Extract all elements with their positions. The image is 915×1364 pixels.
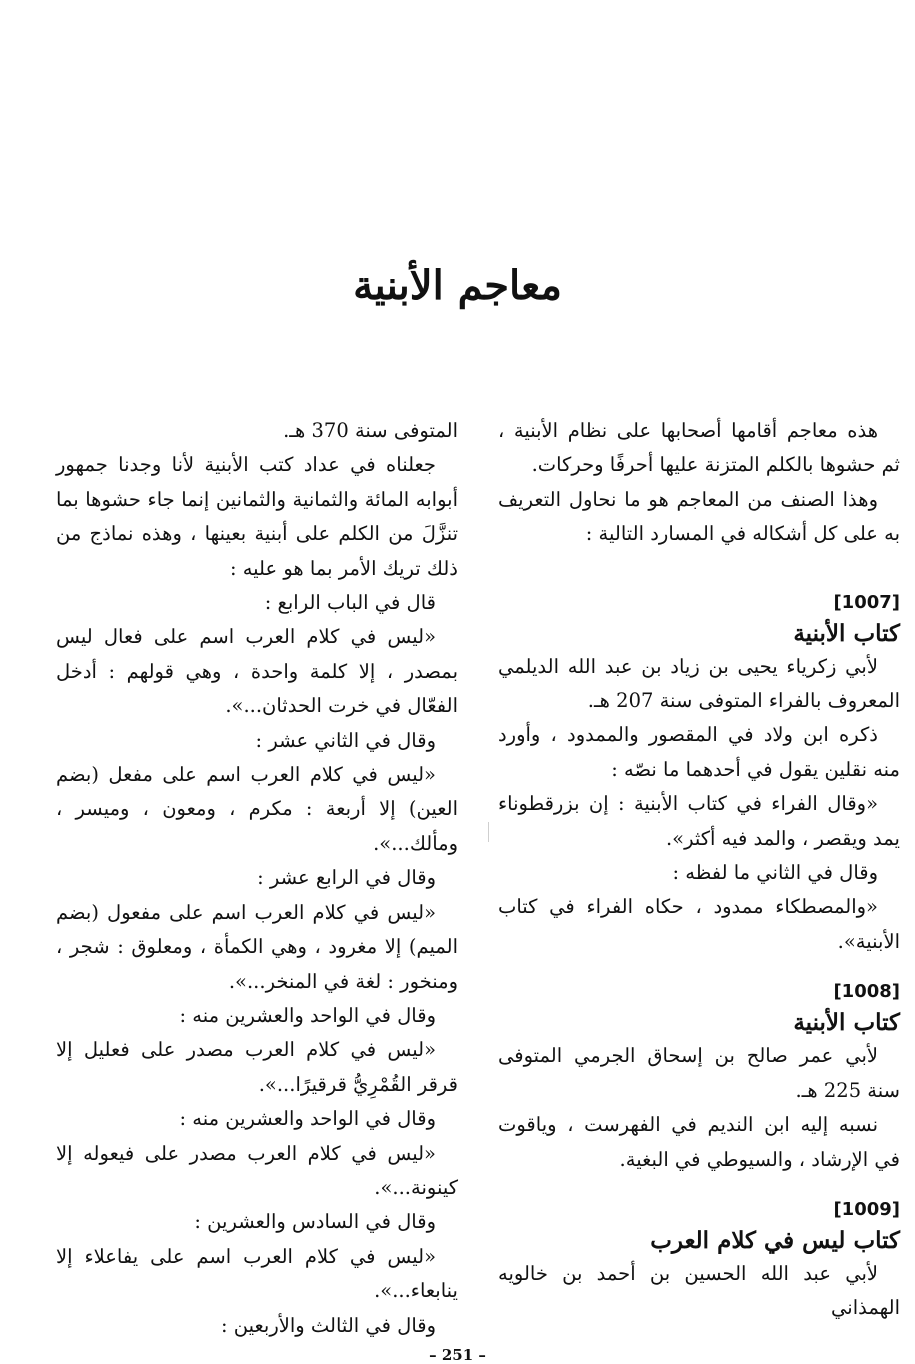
entry-quote: «وقال الفراء في كتاب الأبنية : إن بزرقطوناء يمد ويقصر ، والمد فيه أكثر». bbox=[498, 792, 900, 850]
quote-text: «ليس في كلام العرب مصدر على فيعوله إلا كينونة...». bbox=[56, 1141, 458, 1199]
quote-text: «ليس في كلام العرب اسم على فعال ليس بمصدر ، إلا كلمة واحدة ، وهي قولهم : أدخل الفعّال في خرت الحدثان...». bbox=[56, 625, 458, 718]
left-column bbox=[56, 414, 458, 1343]
quote-text: «ليس في كلام العرب مصدر على فعليل إلا قرقر القُمْرِيُّ قرقيرًا...». bbox=[56, 1038, 458, 1096]
quote-intro: قال في الباب الرابع : bbox=[264, 591, 436, 615]
entry-number: [1009] bbox=[833, 1198, 900, 1220]
entry-1007 bbox=[498, 588, 900, 960]
intro-paragraph: وهذا الصنف من المعاجم هو ما نحاول التعريف به على كل أشكاله في المسارد التالية : bbox=[498, 487, 900, 546]
entry-text: نسبه إليه ابن النديم في الفهرست ، وياقوت في الإرشاد ، والسيوطي في البغية. bbox=[498, 1113, 900, 1171]
entry-1009 bbox=[498, 1195, 900, 1326]
page-number: – 251 – bbox=[429, 1346, 486, 1364]
quote-intro: وقال في السادس والعشرين : bbox=[194, 1210, 436, 1234]
quote-intro: وقال في الثاني عشر : bbox=[255, 728, 436, 752]
entry-author: لأبي زكرياء يحيى بن زياد بن عبد الله الديلمي المعروف بالفراء المتوفى سنة 207 هـ. bbox=[498, 654, 900, 713]
quote-text: «ليس في كلام العرب اسم على يفاعلاء إلا ينابعاء...». bbox=[56, 1244, 458, 1303]
body-paragraph: جعلناه في عداد كتب الأبنية لأنا وجدنا جمهور أبوابه المائة والثمانية والثمانين إنما جاء حشوها بما تنزَّلَ من الكلم على أبنية بعينها ، وهذه نماذج من ذلك تريك الأمر بما هو عليه : bbox=[56, 453, 458, 580]
quote-text: «ليس في كلام العرب اسم على مفعل (بضم العين) إلا أربعة : مكرم ، ومعون ، وميسر ، ومألك...». bbox=[56, 763, 458, 855]
quote-intro: وقال في الثالث والأربعين : bbox=[221, 1313, 436, 1337]
quote-intro: وقال في الواحد والعشرين منه : bbox=[179, 1107, 436, 1131]
entry-author: لأبي عمر صالح بن إسحاق الجرمي المتوفى سنة 225 هـ. bbox=[498, 1044, 900, 1102]
entry-title: كتاب الأبنية bbox=[793, 1009, 900, 1037]
entry-quote: «والمصطكاء ممدود ، حكاه الفراء في كتاب الأبنية». bbox=[498, 895, 900, 953]
entry-1008 bbox=[498, 977, 900, 1177]
entry-number: [1007] bbox=[833, 591, 900, 613]
scan-mark bbox=[488, 822, 489, 842]
quote-intro: وقال في الواحد والعشرين منه : bbox=[179, 1003, 436, 1027]
entry-title: كتاب الأبنية bbox=[793, 619, 900, 647]
entry-title: كتاب ليس في كلام العرب bbox=[650, 1226, 900, 1254]
entry-author: لأبي عبد الله الحسين بن أحمد بن خالويه الهمذاني bbox=[498, 1261, 900, 1320]
quote-text: «ليس في كلام العرب اسم على مفعول (بضم الميم) إلا مغرود ، وهي الكمأة ، ومعلوق : شجر ، ومنخور : لغة في المنخر...». bbox=[56, 900, 458, 993]
death-line: المتوفى سنة 370 هـ. bbox=[283, 419, 458, 442]
entry-text: وقال في الثاني ما لفظه : bbox=[672, 861, 878, 885]
quote-intro: وقال في الرابع عشر : bbox=[257, 866, 436, 890]
entry-number: [1008] bbox=[833, 981, 900, 1003]
entry-text: ذكره ابن ولاد في المقصور والممدود ، وأورد منه نقلين يقول في أحدهما ما نصّه : bbox=[498, 723, 900, 781]
right-column bbox=[498, 414, 900, 1326]
page-title: معاجم الأبنية bbox=[353, 262, 562, 309]
intro-paragraph: هذه معاجم أقامها أصحابها على نظام الأبنية ، ثم حشوها بالكلم المتزنة عليها أحرفًا وحركات. bbox=[498, 419, 900, 477]
